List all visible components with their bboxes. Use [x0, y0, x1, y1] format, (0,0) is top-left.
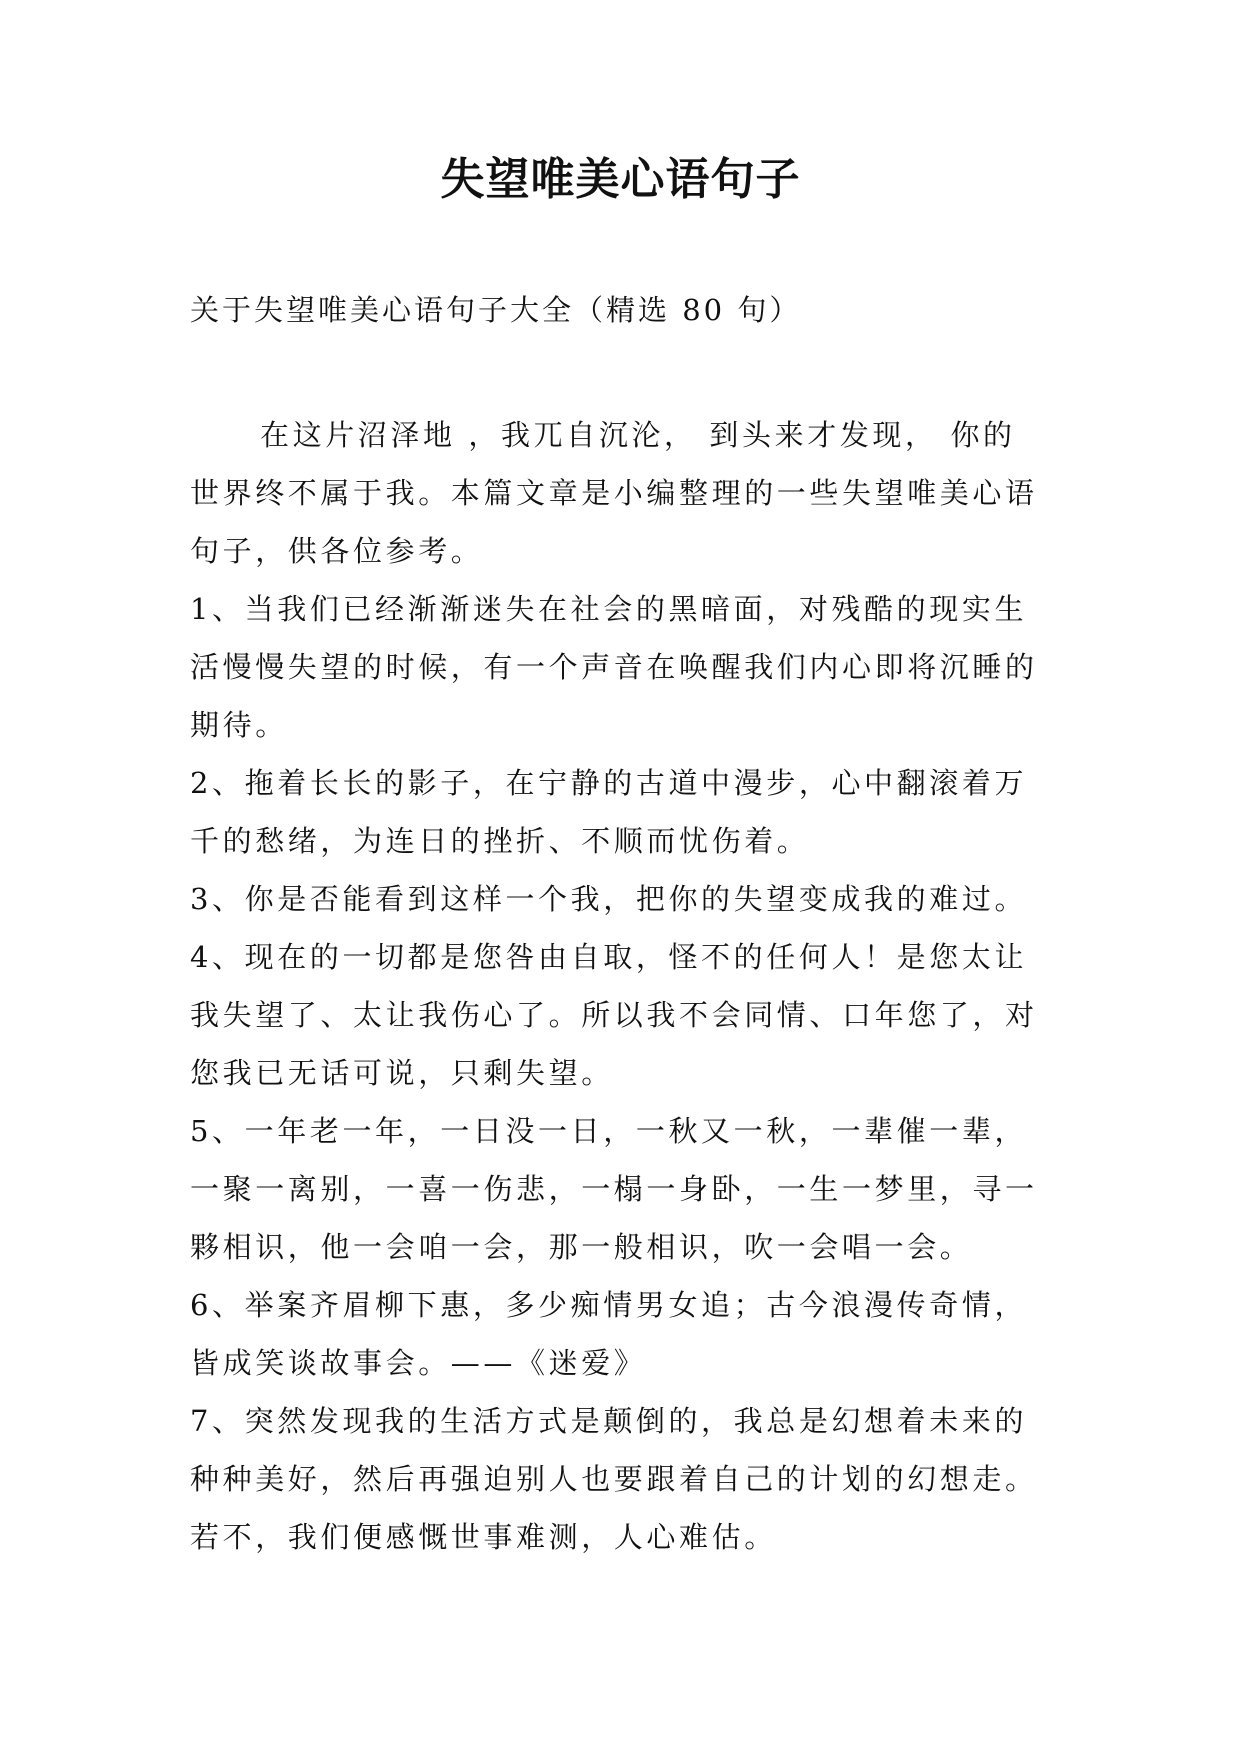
document-title: 失望唯美心语句子	[440, 154, 801, 205]
quote-line: 6、举案齐眉柳下惠，多少痴情男女追；古今浪漫传奇情，	[190, 1288, 1028, 1322]
quote-line: 5、一年老一年，一日没一日，一秋又一秋，一辈催一辈，	[190, 1114, 1028, 1148]
quote-line: 若不，我们便感慨世事难测，人心难估。	[190, 1520, 777, 1554]
quote-line: 皆成笑谈故事会。——《迷爱》	[190, 1346, 647, 1380]
quote-line: 您我已无话可说，只剩失望。	[190, 1056, 614, 1090]
quote-line: 一聚一离别，一喜一伤悲，一榻一身卧，一生一梦里，寻一	[190, 1172, 1038, 1206]
quote-line: 1、当我们已经渐渐迷失在社会的黑暗面，对残酷的现实生	[190, 592, 1028, 626]
quote-line: 2、拖着长长的影子，在宁静的古道中漫步，心中翻滚着万	[190, 766, 1028, 800]
quote-line: 千的愁绪，为连日的挫折、不顺而忧伤着。	[190, 824, 810, 858]
document-subtitle: 关于失望唯美心语句子大全（精选 80 句）	[190, 293, 802, 327]
quote-line: 期待。	[190, 708, 288, 742]
quote-line: 种种美好，然后再强迫别人也要跟着自己的计划的幻想走。	[190, 1462, 1038, 1496]
intro-line: 句子，供各位参考。	[190, 534, 484, 568]
intro-line: 在这片沼泽地 ，我兀自沉沦， 到头来才发现， 你的	[260, 418, 1016, 452]
quote-line: 夥相识，他一会咱一会，那一般相识，吹一会唱一会。	[190, 1230, 973, 1264]
quote-line: 7、突然发现我的生活方式是颠倒的，我总是幻想着未来的	[190, 1404, 1028, 1438]
quote-line: 我失望了、太让我伤心了。所以我不会同情、口年您了，对	[190, 998, 1038, 1032]
quote-line: 3、你是否能看到这样一个我，把你的失望变成我的难过。	[190, 882, 1028, 916]
intro-line: 世界终不属于我。本篇文章是小编整理的一些失望唯美心语	[190, 476, 1038, 510]
quote-line: 活慢慢失望的时候，有一个声音在唤醒我们内心即将沉睡的	[190, 650, 1038, 684]
quote-line: 4、现在的一切都是您咎由自取，怪不的任何人！是您太让	[190, 940, 1028, 974]
document-body	[190, 406, 1070, 1566]
